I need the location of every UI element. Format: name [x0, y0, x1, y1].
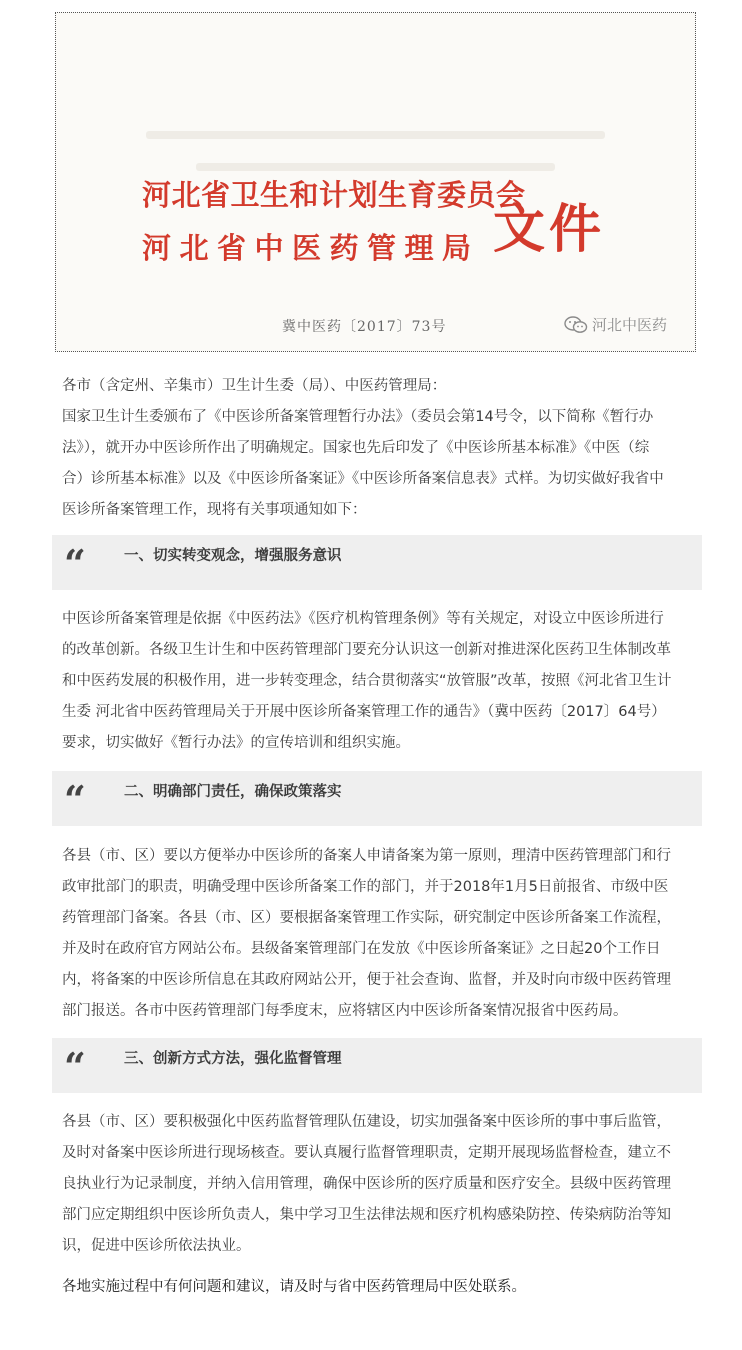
- quote-icon: “: [64, 777, 86, 822]
- paragraph-line: 并及时在政府官方网站公布。县级备案管理部门在发放《中医诊所备案证》之日起20个工作日: [62, 941, 661, 957]
- document-header-image: [55, 12, 696, 352]
- paragraph-line: 生委 河北省中医药管理局关于开展中医诊所备案管理工作的通告》（冀中医药〔2017〕64号）: [62, 704, 666, 720]
- section-1-paragraph: [62, 604, 692, 759]
- paragraph-line: 部门报送。各市中医药管理部门每季度末，应将辖区内中医诊所备案情况报省中医药局。: [62, 1003, 628, 1019]
- faint-scan-line: [196, 163, 555, 171]
- intro-line: 各市（含定州、辛集市）卫生计生委（局）、中医药管理局：: [62, 378, 447, 394]
- paragraph-line: 药管理部门备案。各县（市、区）要根据备案管理工作实际，研究制定中医诊所备案工作流程，: [62, 910, 671, 926]
- watermark-label: 河北中医药: [592, 316, 668, 334]
- section-title-3: 三、创新方式方法，强化监督管理: [124, 1051, 342, 1067]
- paragraph-line: 良执业行为记录制度，并纳入信用管理，确保中医诊所的医疗质量和医疗安全。县级中医药管理: [62, 1176, 671, 1192]
- section-banner-3: [52, 1038, 702, 1093]
- paragraph-line: 的改革创新。各级卫生计生和中医药管理部门要充分认识这一创新对推进深化医药卫生体制改革: [62, 642, 671, 658]
- section-2-paragraph: [62, 841, 692, 1027]
- paragraph-line: 内，将备案的中医诊所信息在其政府网站公开，便于社会查询、监督，并及时向市级中医药管理: [62, 972, 671, 988]
- paragraph-line: 中医诊所备案管理是依据《中医药法》《医疗机构管理条例》等有关规定，对设立中医诊所进行: [62, 611, 664, 627]
- wechat-icon: [564, 316, 588, 334]
- paragraph-line: 各县（市、区）要积极强化中医药监督管理队伍建设，切实加强备案中医诊所的事中事后监管，: [62, 1114, 671, 1130]
- paragraph-line: 要求，切实做好《暂行办法》的宣传培训和组织实施。: [62, 735, 410, 751]
- issuer-line-2: 河北省中医药管理局: [142, 231, 480, 265]
- intro-line: 法》），就开办中医诊所作出了明确规定。国家也先后印发了《中医诊所基本标准》《中医（综: [62, 440, 650, 456]
- paragraph-line: 政审批部门的职责，明确受理中医诊所备案工作的部门，并于2018年1月5日前报省、市级中医: [62, 879, 669, 895]
- document-word: 文件: [493, 199, 606, 260]
- intro-paragraph: [62, 371, 692, 526]
- faint-scan-line: [146, 131, 605, 139]
- document-number: 冀中医药〔2017〕73号: [282, 319, 447, 335]
- paragraph-line: 部门应定期组织中医诊所负责人，集中学习卫生法律法规和医疗机构感染防控、传染病防治等知: [62, 1207, 671, 1223]
- paragraph-line: 识，促进中医诊所依法执业。: [62, 1238, 251, 1254]
- quote-icon: “: [64, 541, 86, 586]
- paragraph-line: 及时对备案中医诊所进行现场核查。要认真履行监督管理职责，定期开展现场监督检查，建立不: [62, 1145, 671, 1161]
- issuer-line-1: 河北省卫生和计划生育委员会: [142, 178, 526, 212]
- paragraph-line: 和中医药发展的积极作用，进一步转变理念，结合贯彻落实“放管服”改革，按照《河北省卫生计: [62, 673, 672, 689]
- closing-line: 各地实施过程中有何问题和建议，请及时与省中医药管理局中医处联系。: [62, 1279, 526, 1295]
- section-title-1: 一、切实转变观念，增强服务意识: [124, 548, 342, 564]
- paragraph-line: 各县（市、区）要以方便举办中医诊所的备案人申请备案为第一原则，理清中医药管理部门和行: [62, 848, 671, 864]
- watermark: [564, 314, 667, 335]
- intro-line: 国家卫生计生委颁布了《中医诊所备案管理暂行办法》（委员会第14号令，以下简称《暂行办: [62, 409, 654, 425]
- quote-icon: “: [64, 1044, 86, 1089]
- section-banner-1: [52, 535, 702, 590]
- intro-line: 合）诊所基本标准》以及《中医诊所备案证》《中医诊所备案信息表》式样。为切实做好我省中: [62, 471, 664, 487]
- section-title-2: 二、明确部门责任，确保政策落实: [124, 784, 342, 800]
- section-3-paragraph: [62, 1107, 692, 1262]
- section-banner-2: [52, 771, 702, 826]
- closing-paragraph: [62, 1272, 692, 1303]
- intro-line: 医诊所备案管理工作，现将有关事项通知如下：: [62, 502, 367, 518]
